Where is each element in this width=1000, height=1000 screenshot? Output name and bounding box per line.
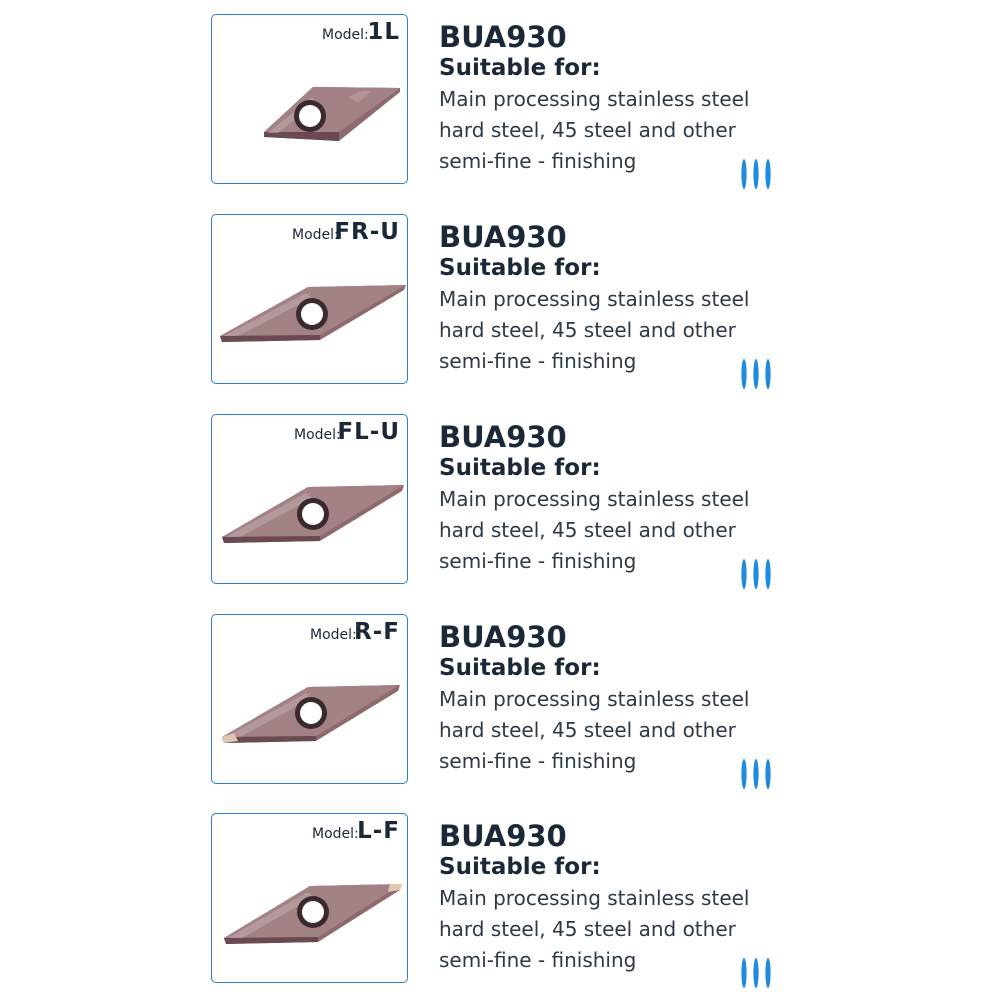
model-code: FL-U (337, 419, 400, 445)
product-row-r-f (0, 614, 1000, 790)
product-row-1l (0, 14, 1000, 190)
model-code: R-F (354, 619, 400, 645)
description-line: hard steel, 45 steel and other (439, 718, 736, 742)
cutting-insert-icon (212, 215, 409, 385)
product-row-fl-u (0, 414, 1000, 590)
scroll-down-icon (738, 356, 774, 392)
model-label: Model: (322, 27, 369, 43)
product-subtitle: Suitable for: (439, 455, 601, 481)
description-line: semi-fine - finishing (439, 549, 637, 573)
product-title: BUA930 (439, 420, 567, 454)
description-line: hard steel, 45 steel and other (439, 318, 736, 342)
scroll-down-icon (738, 556, 774, 592)
description-line: semi-fine - finishing (439, 749, 637, 773)
description-line: hard steel, 45 steel and other (439, 917, 736, 941)
model-label: Model: (294, 427, 341, 443)
product-card (211, 214, 408, 384)
cutting-insert-icon (212, 415, 409, 585)
model-code: FR-U (334, 219, 400, 245)
product-subtitle: Suitable for: (439, 255, 601, 281)
description-line: Main processing stainless steel (439, 287, 750, 311)
model-label: Model: (292, 227, 339, 243)
product-title: BUA930 (439, 220, 567, 254)
description-line: semi-fine - finishing (439, 948, 637, 972)
product-card (211, 614, 408, 784)
cutting-insert-icon (212, 15, 409, 185)
product-card (211, 14, 408, 184)
model-label: Model: (312, 826, 359, 842)
cutting-insert-icon (212, 615, 409, 785)
scroll-down-icon (738, 156, 774, 192)
description-line: Main processing stainless steel (439, 487, 750, 511)
model-code: 1L (367, 19, 400, 45)
product-title: BUA930 (439, 20, 567, 54)
description-line: hard steel, 45 steel and other (439, 518, 736, 542)
product-subtitle: Suitable for: (439, 655, 601, 681)
cutting-insert-icon (212, 814, 409, 984)
product-subtitle: Suitable for: (439, 55, 601, 81)
product-title: BUA930 (439, 620, 567, 654)
product-row-fr-u (0, 214, 1000, 390)
scroll-down-icon (738, 955, 774, 991)
product-subtitle: Suitable for: (439, 854, 601, 880)
description-line: semi-fine - finishing (439, 149, 637, 173)
description-line: Main processing stainless steel (439, 687, 750, 711)
product-card (211, 414, 408, 584)
model-code: L-F (357, 818, 400, 844)
product-row-l-f (0, 813, 1000, 989)
product-title: BUA930 (439, 819, 567, 853)
scroll-down-icon (738, 756, 774, 792)
description-line: semi-fine - finishing (439, 349, 637, 373)
description-line: hard steel, 45 steel and other (439, 118, 736, 142)
product-card (211, 813, 408, 983)
description-line: Main processing stainless steel (439, 886, 750, 910)
model-label: Model: (310, 627, 357, 643)
description-line: Main processing stainless steel (439, 87, 750, 111)
